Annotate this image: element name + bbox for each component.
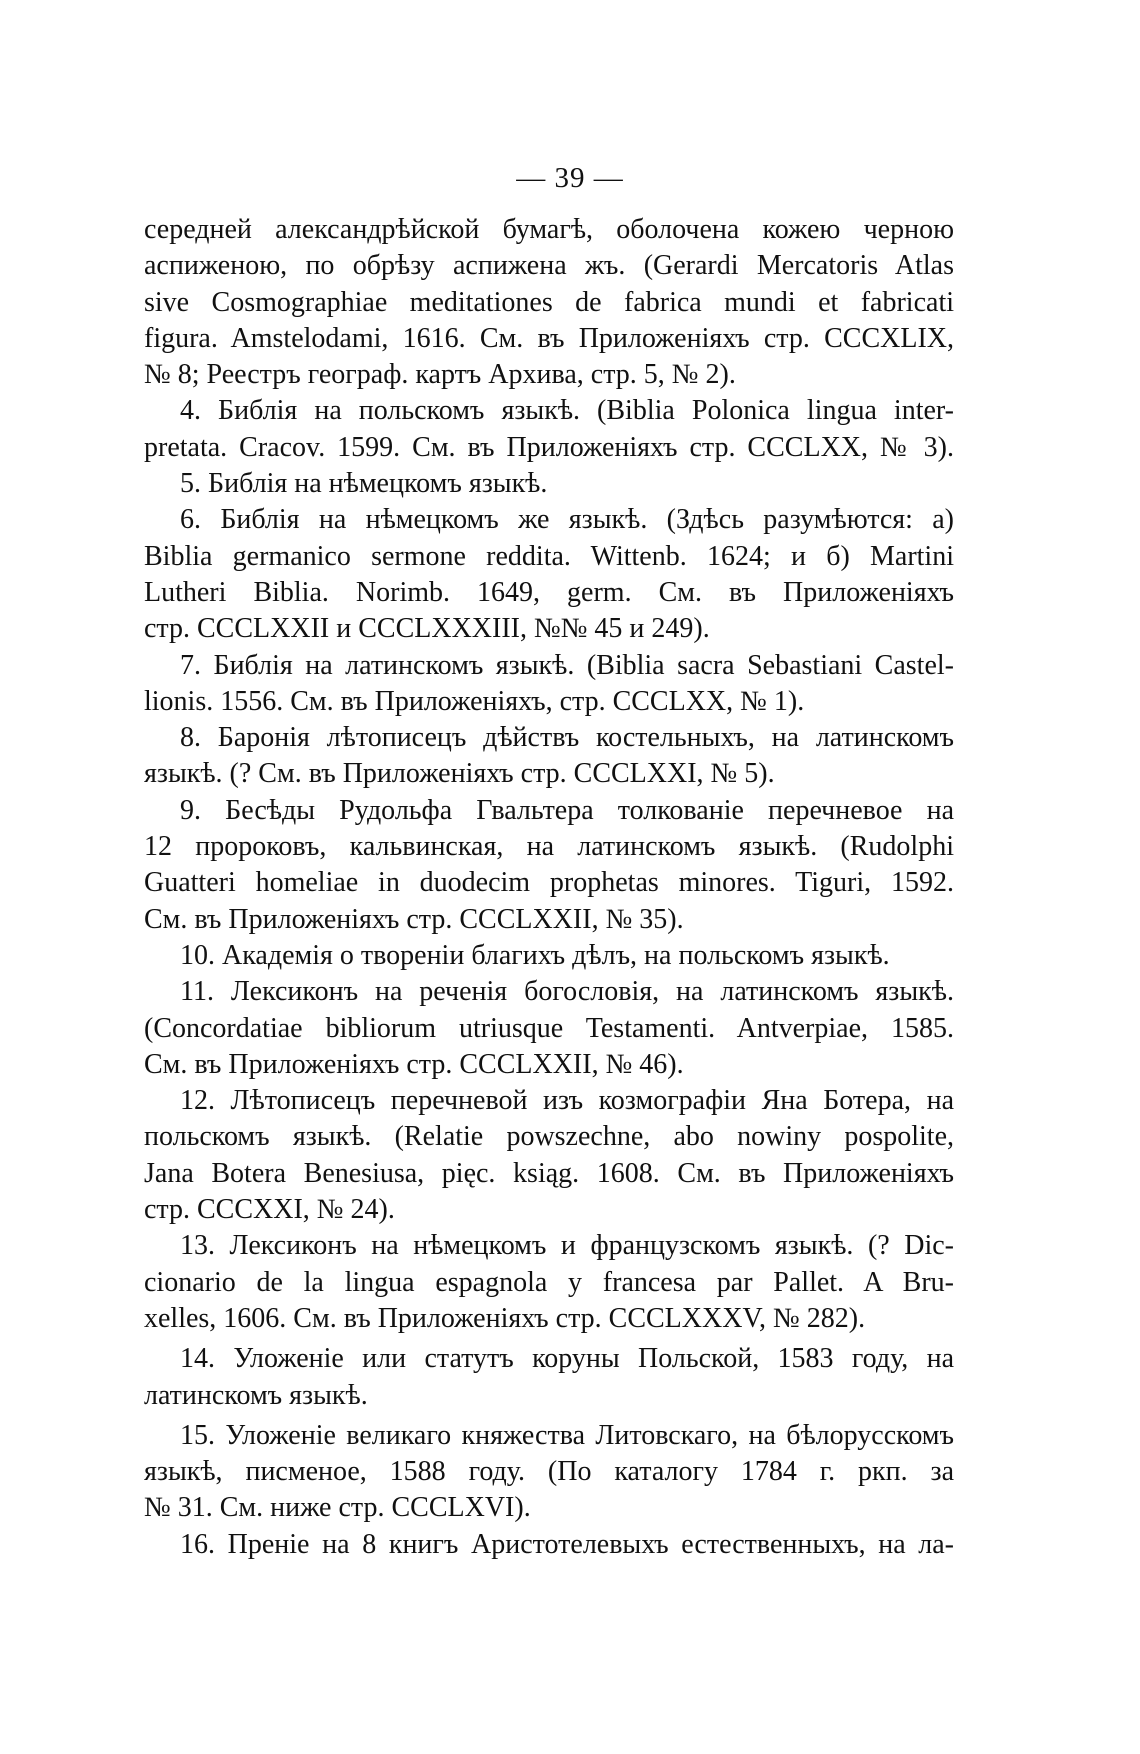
entry-4: 4. Библія на польскомъ языкѣ. (Biblia Polonica lingua inter-: [180, 395, 954, 427]
entry-12: 12. Лѣтописецъ перечневой изъ козмографіи Яна Ботера, на: [180, 1085, 954, 1117]
entry-15: 15. Уложеніе великаго княжества Литовскаго, на бѣлорусскомъ: [180, 1419, 954, 1451]
entry-11: 11. Лексиконъ на реченія богословія, на латинскомъ языкѣ.: [180, 976, 954, 1008]
entry-16: 16. Преніе на 8 книгъ Аристотелевыхъ естественныхъ, на ла-: [180, 1528, 954, 1560]
text-line: См. въ Приложеніяхъ стр. CCCLXXII, № 35).: [144, 903, 684, 935]
text-line: латинскомъ языкѣ.: [144, 1379, 368, 1411]
text-line: См. въ Приложеніяхъ стр. CCCLXXII, № 46).: [144, 1048, 684, 1080]
text-line: (Concordatiae bibliorum utriusque Testamenti. Antverpiae, 1585.: [144, 1012, 954, 1044]
entry-7: 7. Библія на латинскомъ языкѣ. (Biblia sacra Sebastiani Castel-: [180, 649, 954, 681]
entry-5: 5. Библія на нѣмецкомъ языкѣ.: [180, 468, 548, 500]
text-line: Guatteri homeliae in duodecim prophetas minores. Tiguri, 1592.: [144, 867, 954, 899]
entry-8: 8. Баронія лѣтописецъ дѣйствъ костельныхъ, на латинскомъ: [180, 722, 954, 754]
text-line: Jana Botera Benesiusa, pięc. ksiąg. 1608. См. въ Приложеніяхъ: [144, 1157, 954, 1189]
page-number: — 39 —: [516, 162, 624, 194]
text-line: sive Cosmographiae meditationes de fabrica mundi et fabricati: [144, 286, 954, 318]
text-line: pretata. Cracov. 1599. См. въ Приложеніяхъ стр. CCCLXX, № 3).: [144, 431, 954, 463]
text-line: xelles, 1606. См. въ Приложеніяхъ стр. CCCLXXXV, № 282).: [144, 1302, 866, 1334]
text-line: языкѣ. (? См. въ Приложеніяхъ стр. CCCLXXI, № 5).: [144, 758, 775, 790]
entry-6: 6. Библія на нѣмецкомъ же языкѣ. (Здѣсь разумѣются: а): [180, 504, 954, 536]
text-line: 12 пророковъ, кальвинская, на латинскомъ языкѣ. (Rudolphi: [144, 831, 954, 863]
body-text: [144, 212, 954, 1563]
text-line: Lutheri Biblia. Norimb. 1649, germ. См. въ Приложеніяхъ: [144, 576, 954, 608]
text-line: середней александрѣйской бумагѣ, оболочена кожею черною: [144, 214, 954, 245]
entry-13: 13. Лексиконъ на нѣмецкомъ и французскомъ языкѣ. (? Dic-: [180, 1230, 954, 1262]
text-line: cionario de la lingua espagnola y francesa par Pallet. A Bru-: [144, 1266, 954, 1298]
entry-10: 10. Академія о твореніи благихъ дѣлъ, на польскомъ языкѣ.: [180, 939, 890, 971]
text-line: языкѣ, писменое, 1588 году. (По каталогу 1784 г. ркп. за: [144, 1456, 954, 1488]
text-line: стр. CCCXXI, № 24).: [144, 1194, 395, 1226]
text-line: lionis. 1556. См. въ Приложеніяхъ, стр. CCCLXX, № 1).: [144, 685, 805, 717]
text-line: № 31. См. ниже стр. CCCLXVI).: [144, 1492, 531, 1524]
text-line: figura. Amstelodami, 1616. См. въ Приложеніяхъ стр. CCCXLIX,: [144, 322, 954, 354]
text-line: аспиженою, по обрѣзу аспижена жъ. (Gerardi Mercatoris Atlas: [144, 250, 954, 282]
text-line: № 8; Реестръ географ. картъ Архива, стр. 5, № 2).: [144, 359, 736, 391]
entry-14: 14. Уложеніе или статутъ коруны Польской, 1583 году, на: [180, 1343, 954, 1375]
text-line: польскомъ языкѣ. (Relatie powszechne, abo nowiny pospolite,: [144, 1121, 954, 1153]
text-line: Biblia germanico sermone reddita. Wittenb. 1624; и б) Martini: [144, 540, 954, 572]
text-line: стр. CCCLXXII и CCCLXXXIII, №№ 45 и 249).: [144, 613, 710, 645]
entry-9: 9. Бесѣды Рудольфа Гвальтера толкованіе перечневое на: [180, 794, 954, 826]
